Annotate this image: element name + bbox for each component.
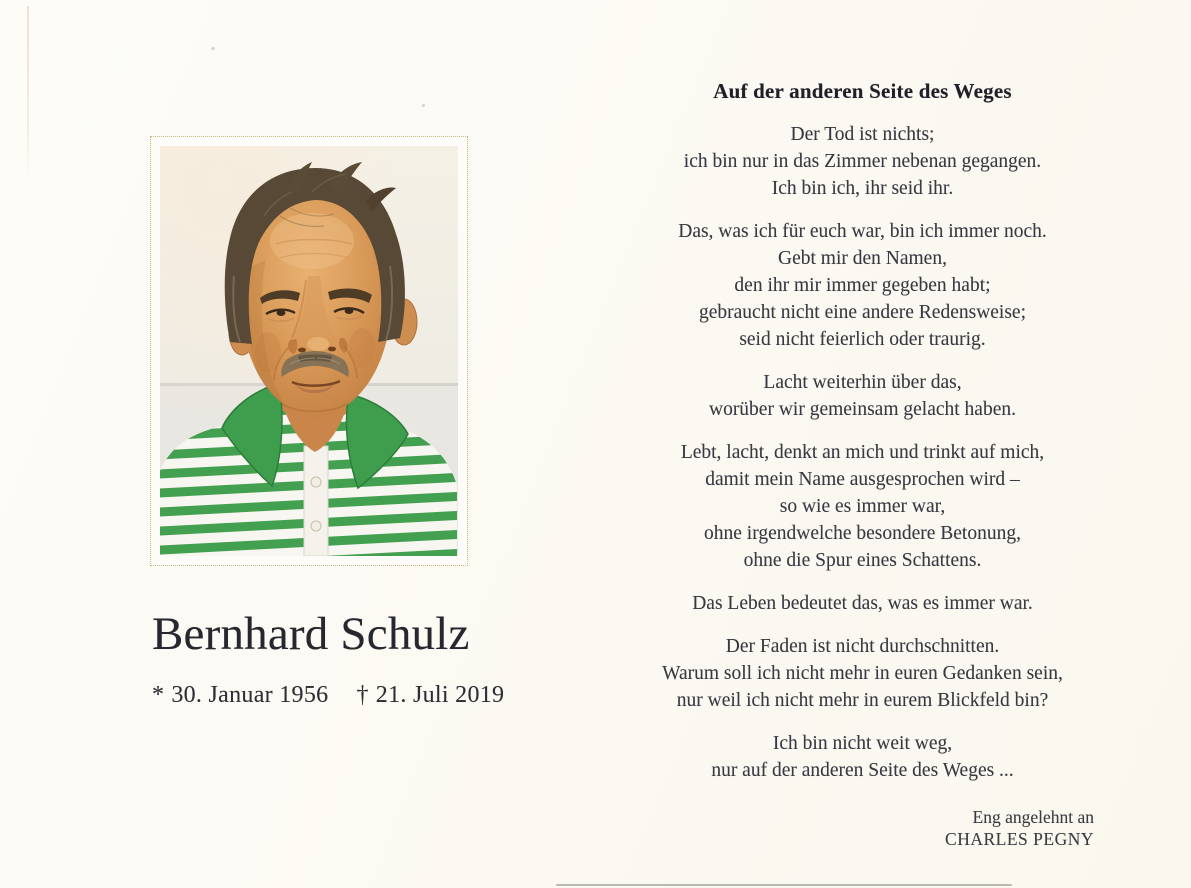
- poem-line: den ihr mir immer gegeben habt;: [734, 275, 991, 296]
- poem-line: Der Faden ist nicht durchschnitten.: [725, 636, 1000, 657]
- poem-stanza: [600, 590, 1125, 617]
- poem-line: Das, was ich für euch war, bin ich immer noch.: [678, 221, 1047, 242]
- poem-line: Der Tod ist nichts;: [790, 124, 935, 145]
- scan-artifact-line: [27, 6, 29, 181]
- death-date-group: [356, 682, 504, 709]
- poem-line: gebraucht nicht eine andere Redensweise;: [698, 302, 1027, 323]
- deceased-name: Bernhard Schulz: [152, 608, 470, 660]
- poem-line: nur weil ich nicht mehr in eurem Blickfeld bin?: [676, 690, 1049, 711]
- life-dates: [152, 682, 504, 709]
- poem-line: so wie es immer war,: [779, 496, 946, 517]
- portrait-photo: [160, 146, 458, 556]
- poem-stanza: [600, 633, 1125, 714]
- scan-speck: [422, 104, 425, 107]
- birth-star-icon: *: [152, 682, 165, 708]
- birth-date-group: [152, 682, 328, 709]
- poem-line: Gebt mir den Namen,: [778, 248, 947, 269]
- poem-stanza: [600, 121, 1125, 202]
- poem-line: nur auf der anderen Seite des Weges ...: [711, 760, 1014, 781]
- poem-line: seid nicht feierlich oder traurig.: [739, 329, 986, 350]
- poem-line: Ich bin ich, ihr seid ihr.: [771, 178, 954, 199]
- poem-line: Das Leben bedeutet das, was es immer war.: [692, 593, 1033, 614]
- poem-line: Lacht weiterhin über das,: [763, 372, 962, 393]
- poem-line: ich bin nur in das Zimmer nebenan gegangen.: [683, 151, 1042, 172]
- poem-line: Warum soll ich nicht mehr in euren Gedanken sein,: [662, 663, 1063, 684]
- poem-line: ohne irgendwelche besondere Betonung,: [704, 523, 1021, 544]
- poem-stanza: [600, 730, 1125, 784]
- birth-date: 30. Januar 1956: [171, 682, 329, 708]
- scan-artifact-bottom-line: [556, 884, 1012, 886]
- poem-stanza: [600, 439, 1125, 574]
- poem-stanza: [600, 218, 1125, 353]
- poem-line: Ich bin nicht weit weg,: [772, 733, 953, 754]
- memorial-poem: [600, 78, 1125, 800]
- attribution: [945, 806, 1094, 850]
- poem-line: damit mein Name ausgesprochen wird –: [705, 469, 1020, 490]
- attribution-line: Eng angelehnt an: [972, 807, 1094, 827]
- poem-line: Lebt, lacht, denkt an mich und trinkt auf mich,: [680, 442, 1045, 463]
- poem-stanzas: [600, 121, 1125, 784]
- poem-line: ohne die Spur eines Schattens.: [743, 550, 982, 571]
- portrait-photo-frame: [150, 136, 468, 566]
- poem-line: worüber wir gemeinsam gelacht haben.: [708, 399, 1016, 420]
- attribution-line: CHARLES PEGNY: [945, 829, 1094, 849]
- death-dagger-icon: †: [356, 682, 369, 708]
- scan-speck: [211, 47, 215, 50]
- poem-title: Auf der anderen Seite des Weges: [713, 79, 1012, 103]
- poem-stanza: [600, 369, 1125, 423]
- death-date: 21. Juli 2019: [375, 682, 505, 708]
